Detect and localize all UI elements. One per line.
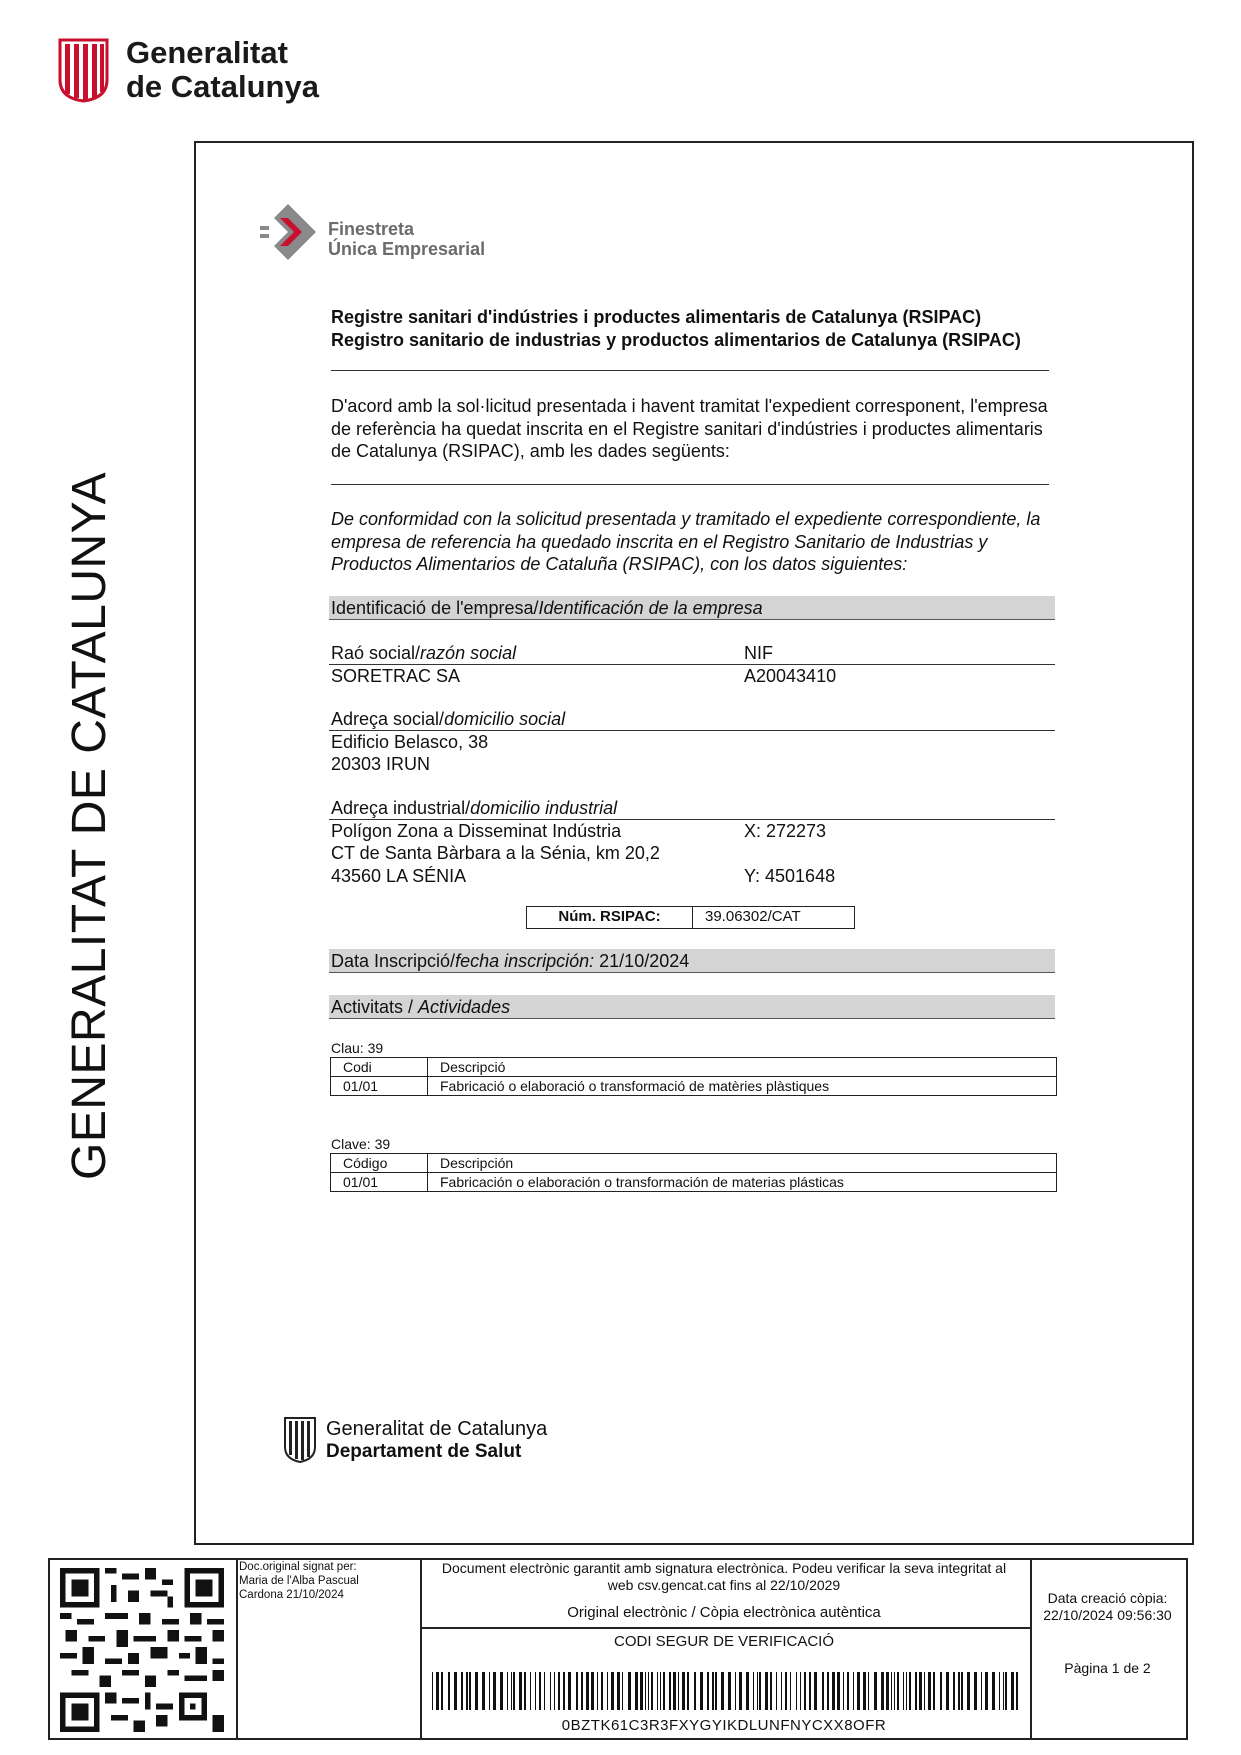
table-header-row bbox=[331, 1154, 1057, 1173]
qr-code bbox=[60, 1568, 224, 1732]
activity-description: Fabricació o elaboració o transformació de matèries plàstiques bbox=[428, 1077, 1057, 1096]
activity-key-ca: Clau: 39 bbox=[331, 1040, 384, 1056]
social-label-ca: Adreça social/ bbox=[331, 709, 445, 729]
social-label-es: domicilio social bbox=[444, 709, 566, 729]
generalitat-name-line1: Generalitat bbox=[126, 35, 288, 70]
company-section-es: Identificación de la empresa bbox=[538, 598, 763, 618]
divider bbox=[331, 370, 1049, 371]
description-header: Descripción bbox=[428, 1154, 1057, 1173]
intro-ca: D'acord amb la sol·licitud presentada i havent tramitat l'expedient corresponent, l'empresa de referència ha quedat inscrita en el Registre sanitari d'indústries i productes alimentaris de Catalunya (RSIPAC), amb les dades següents: bbox=[331, 396, 1048, 461]
name-label bbox=[331, 642, 516, 664]
salut-line2: Departament de Salut bbox=[326, 1441, 522, 1462]
signer-line3: Cardona 21/10/2024 bbox=[239, 1589, 344, 1601]
verification-barcode bbox=[432, 1672, 1018, 1710]
company-section-ca: Identificació de l'empresa/ bbox=[331, 598, 539, 618]
inscription-label-es: fecha inscripción: bbox=[455, 951, 595, 971]
original-signer bbox=[239, 1560, 379, 1602]
copy-creation-date bbox=[1030, 1590, 1185, 1624]
activities-table-es bbox=[330, 1153, 1057, 1192]
rsipac-number-box bbox=[526, 906, 855, 929]
inscription-label-ca: Data Inscripció/ bbox=[331, 951, 456, 971]
rsipac-value: 39.06302/CAT bbox=[705, 908, 801, 925]
verification-code: 0BZTK61C3R3FXYGYIKDLUNFNYCXX8OFR bbox=[561, 1717, 887, 1734]
company-nif: A20043410 bbox=[744, 666, 837, 686]
finestreta-line1: Finestreta bbox=[328, 219, 415, 239]
guarantee-line2: web csv.gencat.cat fins al 22/10/2029 bbox=[607, 1577, 841, 1593]
generalitat-name bbox=[126, 36, 319, 104]
ind-label-ca: Adreça industrial/ bbox=[331, 798, 471, 818]
company-name: SORETRAC SA bbox=[331, 666, 461, 686]
activity-code: 01/01 bbox=[331, 1077, 428, 1096]
salut-emblem-icon bbox=[283, 1417, 317, 1463]
divider bbox=[331, 484, 1049, 485]
company-section-header bbox=[329, 596, 1055, 620]
salut-line1: Generalitat de Catalunya bbox=[326, 1418, 548, 1440]
footer-divider bbox=[422, 1627, 1030, 1629]
industrial-address-line3: 43560 LA SÉNIA bbox=[331, 866, 467, 886]
creation-date-label: Data creació còpia: bbox=[1047, 1590, 1168, 1606]
activities-label-ca: Activitats / bbox=[331, 997, 419, 1017]
finestreta-logo-icon bbox=[258, 202, 320, 266]
social-address-label bbox=[331, 708, 565, 730]
industrial-address-line1: Polígon Zona a Disseminat Indústria bbox=[331, 821, 622, 841]
code-header: Codi bbox=[331, 1058, 428, 1077]
title-es: Registro sanitario de industrias y productos alimentarios de Catalunya (RSIPAC) bbox=[331, 330, 1021, 350]
table-header-row bbox=[331, 1058, 1057, 1077]
signer-line2: Maria de l'Alba Pascual bbox=[239, 1575, 359, 1587]
signer-line1: Doc.original signat per: bbox=[239, 1561, 357, 1573]
title-ca: Registre sanitari d'indústries i productes alimentaris de Catalunya (RSIPAC) bbox=[331, 307, 982, 327]
generalitat-name-line2: de Catalunya bbox=[126, 69, 319, 104]
footer-divider bbox=[236, 1560, 238, 1738]
guarantee-text bbox=[420, 1560, 1028, 1594]
finestreta-logo-text bbox=[328, 219, 485, 259]
generalitat-emblem bbox=[56, 38, 111, 103]
activities-label-es: Actividades bbox=[418, 997, 511, 1017]
code-header: Código bbox=[331, 1154, 428, 1173]
social-address-line2: 20303 IRUN bbox=[331, 754, 431, 774]
coordinate-x: X: 272273 bbox=[744, 821, 827, 841]
ind-label-es: domicilio industrial bbox=[470, 798, 618, 818]
industrial-address-line2: CT de Santa Bàrbara a la Sénia, km 20,2 bbox=[331, 843, 660, 863]
rsipac-label: Núm. RSIPAC: bbox=[527, 907, 693, 928]
verification-code-label: CODI SEGUR DE VERIFICACIÓ bbox=[613, 1633, 835, 1650]
activity-description: Fabricación o elaboración o transformación de materias plásticas bbox=[428, 1173, 1057, 1192]
page-number: Pàgina 1 de 2 bbox=[1064, 1660, 1151, 1676]
finestreta-line2: Única Empresarial bbox=[328, 239, 486, 259]
document-title bbox=[331, 306, 1021, 352]
social-address-line1: Edificio Belasco, 38 bbox=[331, 732, 489, 752]
activity-key-es: Clave: 39 bbox=[331, 1136, 391, 1152]
table-row bbox=[331, 1077, 1057, 1096]
original-copy-label: Original electrònic / Còpia electrònica autèntica bbox=[567, 1604, 881, 1621]
coordinate-y: Y: 4501648 bbox=[744, 866, 836, 886]
creation-date-value: 22/10/2024 09:56:30 bbox=[1043, 1607, 1172, 1623]
sidebar-vertical-text: GENERALITAT DE CATALUNYA bbox=[63, 471, 116, 1180]
nif-label: NIF bbox=[744, 643, 773, 663]
activity-code: 01/01 bbox=[331, 1173, 428, 1192]
guarantee-line1: Document electrònic garantit amb signatura electrònica. Podeu verificar la seva integritat al bbox=[441, 1560, 1007, 1576]
activities-section-header bbox=[329, 995, 1055, 1019]
industrial-address-label bbox=[331, 797, 617, 819]
name-label-es: razón social bbox=[420, 643, 517, 663]
inscription-date-band bbox=[329, 949, 1055, 973]
activities-table-ca bbox=[330, 1057, 1057, 1096]
footer-divider bbox=[1030, 1560, 1032, 1738]
name-label-ca: Raó social/ bbox=[331, 643, 421, 663]
intro-es: De conformidad con la solicitud presentada y tramitado el expediente correspondiente, la empresa de referencia ha quedado inscrita en el Registro Sanitario de Industrias y Productos Alimentarios de Cataluña (RSIPAC), con los datos siguientes: bbox=[331, 509, 1041, 574]
inscription-date: 21/10/2024 bbox=[599, 951, 690, 971]
table-row bbox=[331, 1173, 1057, 1192]
description-header: Descripció bbox=[428, 1058, 1057, 1077]
